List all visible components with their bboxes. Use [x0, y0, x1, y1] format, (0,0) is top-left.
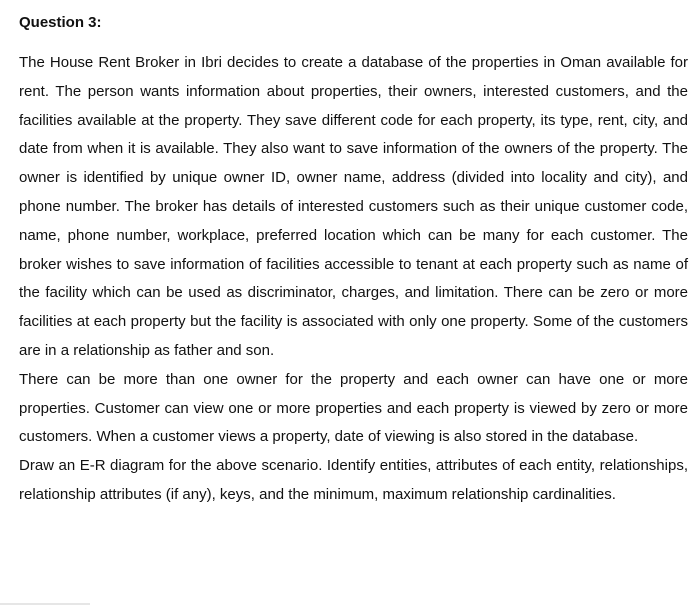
question-body — [19, 49, 688, 510]
relationships-paragraph: There can be more than one owner for the property and each owner can have one or more properties. Customer can view one or more properties and each property is viewed by zero or more customers. When a customer views a property, date of viewing is also stored in the database. — [19, 370, 688, 446]
scenario-paragraph: The House Rent Broker in Ibri decides to create a database of the properties in Oman available for rent. The person wants information about properties, their owners, interested customers, and the facilities available at the property. They save different code for each property, its type, rent, city, and date from when it is available. They also want to save information of the owners of the property. The owner is identified by unique owner ID, owner name, address (divided into locality and city), and phone number. The broker has details of interested customers such as their unique customer code, name, phone number, workplace, preferred location which can be many for each customer. The broker wishes to save information of facilities accessible to tenant at each property such as name of the facility which can be used as discriminator, charges, and limitation. There can be zero or more facilities at each property but the facility is associated with only one property. Some of the customers are in a relationship as father and son. — [19, 54, 688, 359]
task-paragraph: Draw an E-R diagram for the above scenario. Identify entities, attributes of each entity, relationships, relationship attributes (if any), keys, and the minimum, maximum relationship cardinalities. — [19, 457, 688, 503]
question-title: Question 3: — [19, 14, 102, 31]
page-divider — [0, 603, 90, 605]
